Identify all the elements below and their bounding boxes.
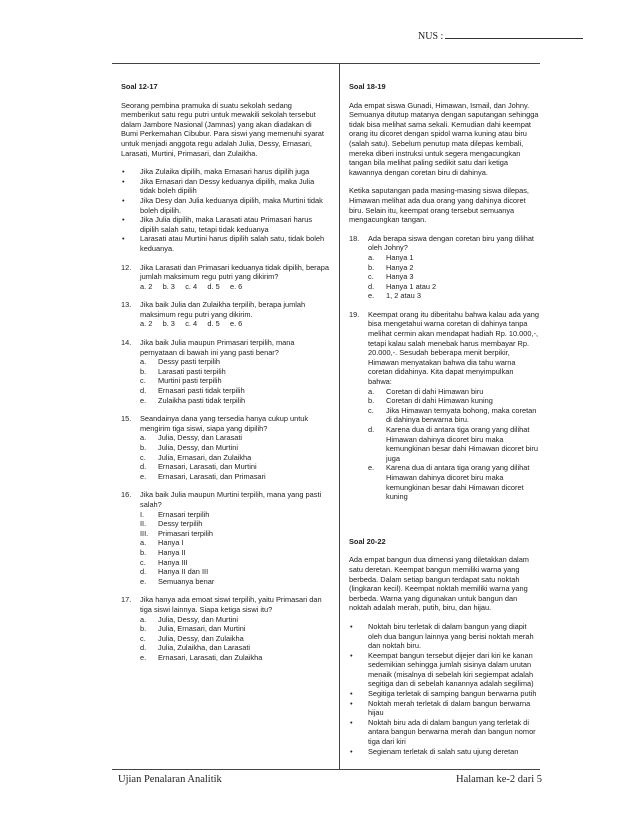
header-rule bbox=[112, 63, 540, 64]
question-16 bbox=[121, 490, 329, 586]
rule-item: • Jika Ernasari dan Dessy keduanya dipilih, maka Julia tidak boleh dipilih bbox=[121, 177, 329, 196]
left-column bbox=[121, 82, 329, 671]
rule-item: • Jika Desy dan Julia keduanya dipilih, maka Murtini tidak boleh dipilih. bbox=[121, 196, 329, 215]
answer-option: c. Hanya III bbox=[140, 557, 188, 567]
answer-option: II. Dessy terpilih bbox=[140, 519, 203, 529]
rule-item: • Segitiga terletak di samping bangun berwarna putih bbox=[349, 689, 539, 699]
question-13 bbox=[121, 300, 329, 329]
answer-option: a. Coretan di dahi Himawan biru bbox=[368, 386, 484, 396]
question-number: 17. bbox=[121, 595, 132, 605]
footer-title: Ujian Penalaran Analitik bbox=[118, 774, 222, 785]
answer-option: d. Karena dua di antara tiga orang yang dilihat Himawan dahinya dicoret biru maka kemungkinan besar dahi Himawan dicoret biru juga bbox=[368, 425, 538, 463]
question-12 bbox=[121, 263, 329, 292]
rule-item: • Noktah merah terletak di dalam bangun berwarna hijau bbox=[349, 699, 539, 718]
rule-item: • Noktah biru terletak di dalam bangun yang diapit oleh dua bangun lainnya yang berisi noktah merah dan noktah biru. bbox=[349, 622, 539, 651]
section-heading-18-19: Soal 18-19 bbox=[349, 82, 386, 91]
answer-option: b. Larasati pasti terpilih bbox=[140, 366, 226, 376]
question-19 bbox=[349, 310, 539, 502]
answer-option: e. Semuanya benar bbox=[140, 576, 215, 586]
answer-option: a. Dessy pasti terpilih bbox=[140, 357, 221, 367]
question-text: Ada berapa siswa dengan coretan biru yang dilihat oleh Johny? bbox=[368, 233, 534, 253]
question-text: Seandainya dana yang tersedia hanya cukup untuk mengirim tiga siswi, siapa yang dipilih? bbox=[140, 414, 309, 433]
answer-options bbox=[140, 510, 329, 587]
answer-option: e. Karena dua di antara tiga orang yang dilihat Himawan dahinya dicoret biru maka kemungkinan besar dahi Himawan dicoret kuning bbox=[368, 463, 530, 502]
answer-option: e. Ernasari, Larasati, dan Primasari bbox=[140, 471, 266, 481]
answer-option: e. 1, 2 atau 3 bbox=[368, 291, 421, 301]
question-14 bbox=[121, 338, 329, 405]
answer-option: a. Julia, Dessy, dan Murtini bbox=[140, 614, 238, 624]
answer-option: a. Julia, Dessy, dan Larasati bbox=[140, 433, 243, 443]
answer-option: b. Hanya II bbox=[140, 547, 186, 557]
question-text: Jika baik Julia dan Zulaikha terpilih, berapa jumlah maksimum regu putri yang dikirim. bbox=[140, 300, 306, 319]
answer-option: d. Ernasari pasti tidak terpilih bbox=[140, 386, 245, 396]
answer-option: III. Primasari terpilih bbox=[140, 528, 214, 538]
rule-item: • Keempat bangun tersebut dijejer dari kiri ke kanan sedemikian sehingga jumlah sisinya dalam urutan menaik (misalnya di sebelah kiri segiempat adalah segitiga dan di sebelah kanannya adalah segilima) bbox=[349, 651, 539, 689]
answer-options bbox=[140, 357, 329, 405]
nus-label: NUS : bbox=[418, 31, 444, 42]
section-intro-18-19: Ada empat siswa Gunadi, Himawan, Ismail, dan Johny. Semuanya ditutup matanya dengan saputangan sehingga tidak bisa melihat sama sekali. Kemudian dahi keempat orang itu dicoret dengan spidol warna kuning atau biru (salah satu). Sebelum penutup mata dilepas kembali, mereka diberi instruksi untuk segera mengacungkan tangan bila melihat paling sedikit satu dari ketiga kawannya dengan coretan biru di dahinya. bbox=[349, 100, 539, 177]
footer-rule bbox=[112, 769, 540, 770]
question-17 bbox=[121, 595, 329, 662]
answer-options-inline: a. 2 b. 3 c. 4 d. 5 e. 6 bbox=[140, 319, 243, 329]
question-number: 14. bbox=[121, 338, 132, 348]
answer-options-inline: a. 2 b. 3 c. 4 d. 5 e. 6 bbox=[140, 281, 243, 291]
section-heading-12-17: Soal 12-17 bbox=[121, 82, 158, 91]
question-15 bbox=[121, 414, 329, 481]
rule-item: • Jika Julia dipilih, maka Larasati atau Primasari harus dipilih salah satu, tetapi tidak keduanya bbox=[121, 215, 329, 234]
question-text: Jika baik Julia maupun Murtini terpilih, mana yang pasti salah? bbox=[140, 490, 322, 509]
question-number: 19. bbox=[349, 309, 360, 319]
answer-option: a. Hanya 1 bbox=[368, 252, 414, 262]
question-text: Jika hanya ada emoat siswi terpilih, yaitu Primasari dan tiga siswi lainnya. Siapa ketiga siswi itu? bbox=[140, 595, 322, 614]
answer-option: c. Julia, Ernasari, dan Zulaikha bbox=[140, 452, 252, 462]
rule-item: • Segienam terletak di salah satu ujung deretan bbox=[349, 747, 539, 757]
question-text: Keempat orang itu diberitahu bahwa kalau ada yang bisa mengetahui warna coretan di dahinya tanpa melihat cermin akan mendapat hadiah Rp. 10.000,-, tetapi kalau salah menebak harus membayar Rp. 20.000,-. Sesudah beberapa menit berpikir, Himawan menyatakan bahwa dia tahu warna coretan didahinya. Kita dapat menyimpulkan bahwa: bbox=[368, 309, 539, 387]
answer-option: b. Julia, Dessy, dan Murtini bbox=[140, 443, 238, 452]
answer-option: e. Ernasari, Larasati, dan Zulaikha bbox=[140, 652, 263, 662]
answer-option: b. Hanya 2 bbox=[368, 262, 414, 272]
answer-option: c. Julia, Dessy, dan Zulaikha bbox=[140, 633, 244, 643]
rule-item: • Noktah biru ada di dalam bangun yang terletak di antara bangun berwarna merah dan bangun nomor tiga dari kiri bbox=[349, 718, 539, 747]
rule-item: • Larasati atau Murtini harus dipilih salah satu, tidak boleh keduanya. bbox=[121, 234, 329, 253]
answer-option: c. Hanya 3 bbox=[368, 272, 414, 282]
question-number: 18. bbox=[349, 233, 360, 243]
section-heading-20-22: Soal 20-22 bbox=[349, 536, 386, 546]
answer-option: d. Julia, Zulaikha, dan Larasati bbox=[140, 643, 251, 653]
rules-list-12-17 bbox=[121, 167, 329, 253]
question-text: Jika baik Julia maupun Primasari terpilih, mana pernyataan di bawah ini yang pasti benar? bbox=[140, 338, 295, 357]
right-column bbox=[349, 82, 539, 765]
question-number: 12. bbox=[121, 262, 132, 272]
page-number: Halaman ke-2 dari 5 bbox=[455, 774, 542, 785]
answer-option: b. Coretan di dahi Himawan kuning bbox=[368, 396, 493, 406]
answer-options bbox=[368, 253, 539, 301]
answer-option: d. Hanya 1 atau 2 bbox=[368, 281, 437, 291]
answer-option: a. Hanya I bbox=[140, 538, 184, 548]
question-text: Jika Larasati dan Primasari keduanya tidak dipilih, berapa jumlah maksimum regu putri yang dikirim? bbox=[140, 262, 329, 282]
answer-options bbox=[140, 433, 329, 481]
answer-option: I. Ernasari terpilih bbox=[140, 509, 210, 519]
answer-option: c. Murtini pasti terpilih bbox=[140, 376, 222, 386]
nus-field bbox=[418, 30, 583, 42]
section-intro-18-19-cont: Ketika saputangan pada masing-masing siswa dilepas, Himawan melihat ada dua orang yang dahinya dicoret biru. Selain itu, keempat orang tersebut semuanya mengacungkan tangan. bbox=[349, 186, 529, 225]
answer-option: b. Julia, Ernasari, dan Murtini bbox=[140, 624, 246, 634]
column-divider bbox=[339, 64, 340, 769]
nus-blank-line bbox=[445, 30, 583, 39]
question-number: 13. bbox=[121, 300, 132, 310]
answer-option: c. Jika Himawan ternyata bohong, maka coretan di dahinya berwarna biru. bbox=[368, 405, 537, 425]
question-number: 16. bbox=[121, 490, 132, 500]
rules-list-20-22 bbox=[349, 622, 539, 756]
answer-option: e. Zulaikha pasti tidak terpilih bbox=[140, 395, 246, 405]
answer-options bbox=[368, 387, 539, 502]
answer-option: d. Hanya II dan III bbox=[140, 567, 209, 577]
section-intro-20-22: Ada empat bangun dua dimensi yang diletakkan dalam satu deretan. Keempat bangun memiliki warna yang berbeda. Dalam setiap bangun terdapat satu noktah (lingkaran kecil). Keempat noktah memiliki warna yang berbeda. Warna yang digunakan untuk bangun dan noktah adalah merah, putih, biru, dan hijau. bbox=[349, 555, 529, 613]
section-intro-12-17: Seorang pembina pramuka di suatu sekolah sedang memberikut satu regu putri untuk mewakili sekolah tersebut dalam Jambore Nasional (Jamnas) yang akan diadakan di Bumi Perkemahan Cibubur. Para siswi yang memenuhi syarat untuk menjadi anggota regu adalah Julia, Dessy, Ernasari, Larasati, Murtini, Primasari, dan Zulaikha. bbox=[121, 100, 324, 158]
question-18 bbox=[349, 234, 539, 301]
question-number: 15. bbox=[121, 414, 132, 424]
section-spacer bbox=[349, 511, 539, 537]
answer-options bbox=[140, 615, 329, 663]
rule-item: • Jika Zulaika dipilih, maka Ernasari harus dipilih juga bbox=[121, 167, 329, 177]
answer-option: d. Ernasari, Larasati, dan Murtini bbox=[140, 462, 257, 472]
